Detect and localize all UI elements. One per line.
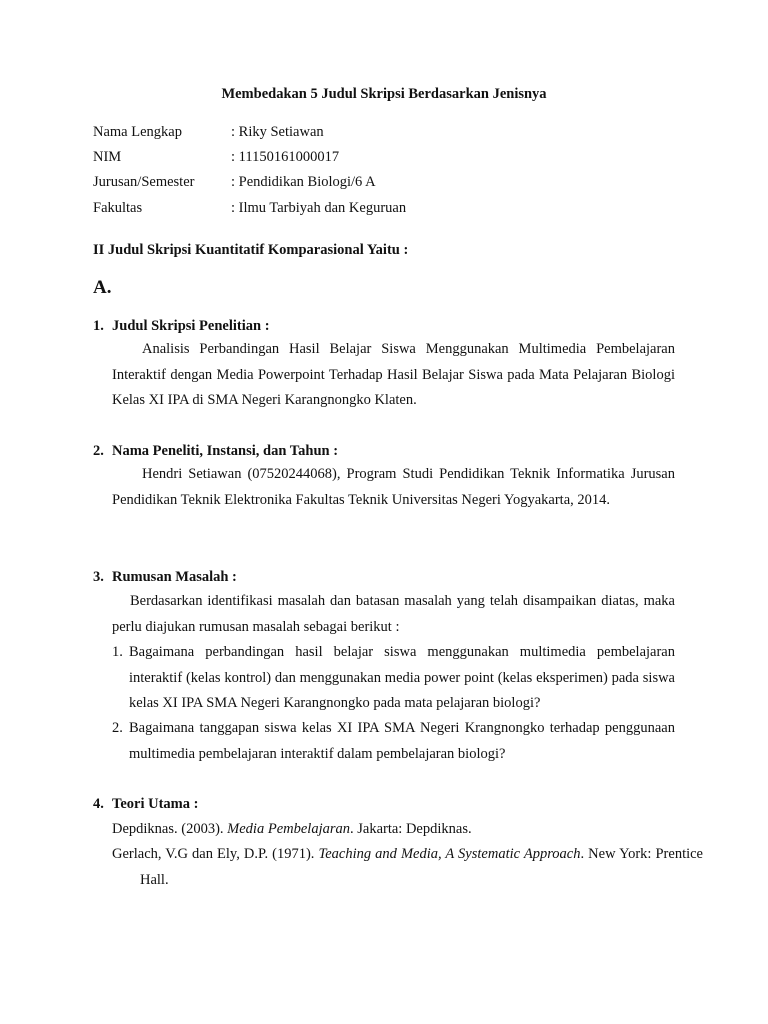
item-number: 1. bbox=[93, 318, 104, 334]
item-heading-text: Judul Skripsi Penelitian : bbox=[112, 318, 270, 334]
item-heading-3 bbox=[93, 569, 237, 586]
info-label: NIM bbox=[93, 149, 122, 165]
item-number: 4. bbox=[93, 796, 104, 812]
reference-suffix: . New York: Prentice Hall. bbox=[140, 846, 703, 888]
document-title: Membedakan 5 Judul Skripsi Berdasarkan Jenisnya bbox=[221, 86, 547, 102]
reference-prefix: Depdiknas. (2003). bbox=[112, 821, 228, 837]
item-heading-2 bbox=[93, 443, 338, 460]
section-letter: A. bbox=[93, 277, 112, 298]
info-row-major bbox=[93, 171, 693, 193]
info-value: : Pendidikan Biologi/6 A bbox=[231, 174, 376, 190]
info-row-name bbox=[93, 121, 693, 143]
reference-title: Teaching and Media, A Systematic Approach bbox=[318, 846, 581, 862]
question-item-1 bbox=[112, 640, 675, 717]
item-paragraph-2: Hendri Setiawan (07520244068), Program Studi Pendidikan Teknik Informatika Jurusan Pendidikan Teknik Elektronika Fakultas Teknik Universitas Negeri Yogyakarta, 2014. bbox=[112, 466, 675, 508]
item-heading-1 bbox=[93, 318, 270, 335]
reference-suffix: . Jakarta: Depdiknas. bbox=[350, 821, 472, 837]
info-row-faculty bbox=[93, 197, 693, 219]
reference-2 bbox=[112, 842, 703, 893]
reference-1 bbox=[112, 817, 703, 843]
item-heading-4 bbox=[93, 796, 198, 813]
question-text: Bagaimana perbandingan hasil belajar siswa menggunakan multimedia pembelajaran interaktif (kelas kontrol) dan menggunakan media power point (kelas eksperimen) pada siswa kelas XI IPA SMA Negeri Karangnongko pada mata pelajaran biologi? bbox=[129, 644, 675, 711]
item-number: 2. bbox=[93, 443, 104, 459]
item-number: 3. bbox=[93, 569, 104, 585]
info-value: : Ilmu Tarbiyah dan Keguruan bbox=[231, 200, 407, 216]
info-label: Fakultas bbox=[93, 200, 143, 216]
info-label: Nama Lengkap bbox=[93, 124, 182, 140]
info-row-nim bbox=[93, 146, 693, 168]
item-paragraph-1: Analisis Perbandingan Hasil Belajar Siswa Menggunakan Multimedia Pembelajaran Interaktif dengan Media Powerpoint Terhadap Hasil Belajar Siswa pada Mata Pelajaran Biologi Kelas XI IPA di SMA Negeri Karangnongko Klaten. bbox=[112, 341, 675, 408]
info-label: Jurusan/Semester bbox=[93, 174, 195, 190]
reference-prefix: Gerlach, V.G dan Ely, D.P. (1971). bbox=[112, 846, 319, 862]
item-intro-3: Berdasarkan identifikasi masalah dan batasan masalah yang telah disampaikan diatas, maka perlu diajukan rumusan masalah sebagai berikut : bbox=[112, 593, 675, 635]
info-value: : 11150161000017 bbox=[231, 149, 340, 165]
info-value: : Riky Setiawan bbox=[231, 124, 324, 140]
question-number: 2. bbox=[112, 720, 123, 736]
question-text: Bagaimana tanggapan siswa kelas XI IPA SMA Negeri Krangnongko terhadap penggunaan multimedia pembelajaran interaktif dalam pembelajaran biologi? bbox=[129, 720, 675, 762]
item-heading-text: Teori Utama : bbox=[112, 796, 199, 812]
question-item-2 bbox=[112, 716, 675, 767]
question-number: 1. bbox=[112, 644, 123, 660]
item-heading-text: Nama Peneliti, Instansi, dan Tahun : bbox=[112, 443, 339, 459]
section-heading: II Judul Skripsi Kuantitatif Komparasional Yaitu : bbox=[93, 242, 409, 258]
item-heading-text: Rumusan Masalah : bbox=[112, 569, 237, 585]
reference-title: Media Pembelajaran bbox=[227, 821, 350, 837]
